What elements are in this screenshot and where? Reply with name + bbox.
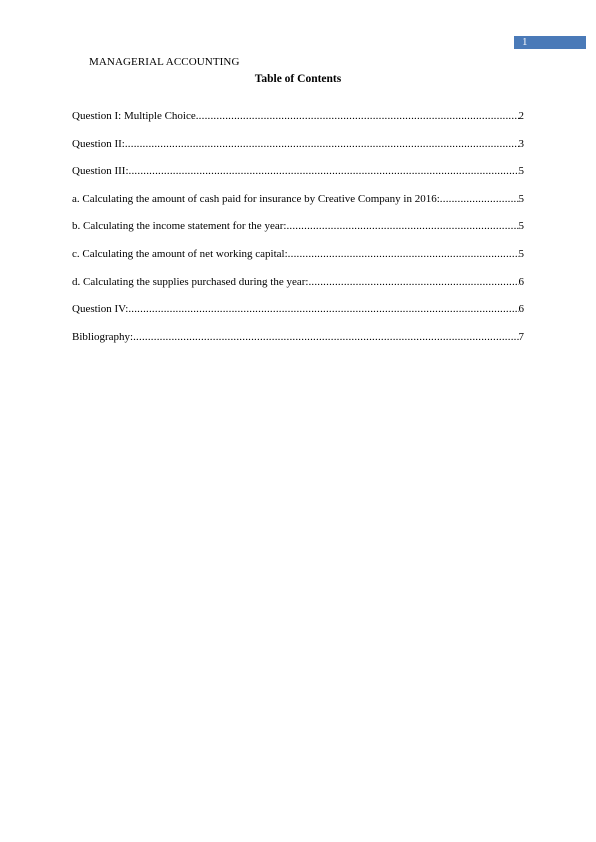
- toc-dot-leader: [133, 330, 518, 344]
- toc-dot-leader: [128, 302, 518, 316]
- toc-entry-page[interactable]: 6: [518, 275, 524, 288]
- toc-entry-text[interactable]: a. Calculating the amount of cash paid for insurance by Creative Company in 2016:: [72, 192, 440, 205]
- toc-entry-part-c[interactable]: [72, 247, 524, 275]
- toc-entry-page[interactable]: 3: [518, 137, 524, 150]
- toc-entry-text[interactable]: Question IV:: [72, 303, 129, 316]
- toc-entry-part-a[interactable]: [72, 192, 524, 220]
- toc-entry-text[interactable]: Question II:: [72, 137, 125, 150]
- toc-title: Table of Contents: [254, 73, 342, 85]
- toc-entry-text[interactable]: b. Calculating the income statement for the year:: [72, 220, 287, 233]
- toc-entry-page[interactable]: 5: [518, 220, 524, 233]
- toc-entry-part-d[interactable]: [72, 275, 524, 303]
- toc-entry-text[interactable]: Bibliography:: [72, 330, 134, 343]
- toc-dot-leader: [440, 192, 519, 206]
- toc-entry-text[interactable]: c. Calculating the amount of net working capital:: [72, 247, 288, 260]
- page-number: 1: [522, 36, 528, 48]
- page-number-box: [514, 36, 586, 49]
- toc-entry-question-4[interactable]: [72, 302, 524, 330]
- toc-entry-page[interactable]: 7: [518, 330, 524, 343]
- toc-entry-text[interactable]: Question III:: [72, 165, 129, 178]
- toc-dot-leader: [129, 164, 519, 178]
- toc-entry-page[interactable]: 6: [518, 303, 524, 316]
- toc-entry-question-3[interactable]: [72, 164, 524, 192]
- toc-entry-page[interactable]: 5: [518, 165, 524, 178]
- toc-entry-question-2[interactable]: [72, 137, 524, 165]
- toc-entry-page[interactable]: 2: [518, 110, 524, 122]
- toc-entry-question-1[interactable]: [72, 109, 524, 137]
- toc-entry-page[interactable]: 5: [518, 247, 524, 260]
- running-head: MANAGERIAL ACCOUNTING: [89, 56, 240, 68]
- toc-dot-leader: [125, 137, 519, 151]
- toc-dot-leader: [288, 247, 519, 261]
- toc-dot-leader: [308, 275, 518, 289]
- toc-entry-bibliography[interactable]: [72, 330, 524, 358]
- table-of-contents: [72, 109, 524, 357]
- toc-entry-part-b[interactable]: [72, 219, 524, 247]
- toc-entry-text[interactable]: d. Calculating the supplies purchased during the year:: [72, 275, 309, 288]
- toc-entry-text[interactable]: Question I: Multiple Choice: [72, 110, 196, 122]
- toc-dot-leader: [196, 109, 519, 123]
- toc-dot-leader: [286, 219, 518, 233]
- toc-entry-page[interactable]: 5: [518, 192, 524, 205]
